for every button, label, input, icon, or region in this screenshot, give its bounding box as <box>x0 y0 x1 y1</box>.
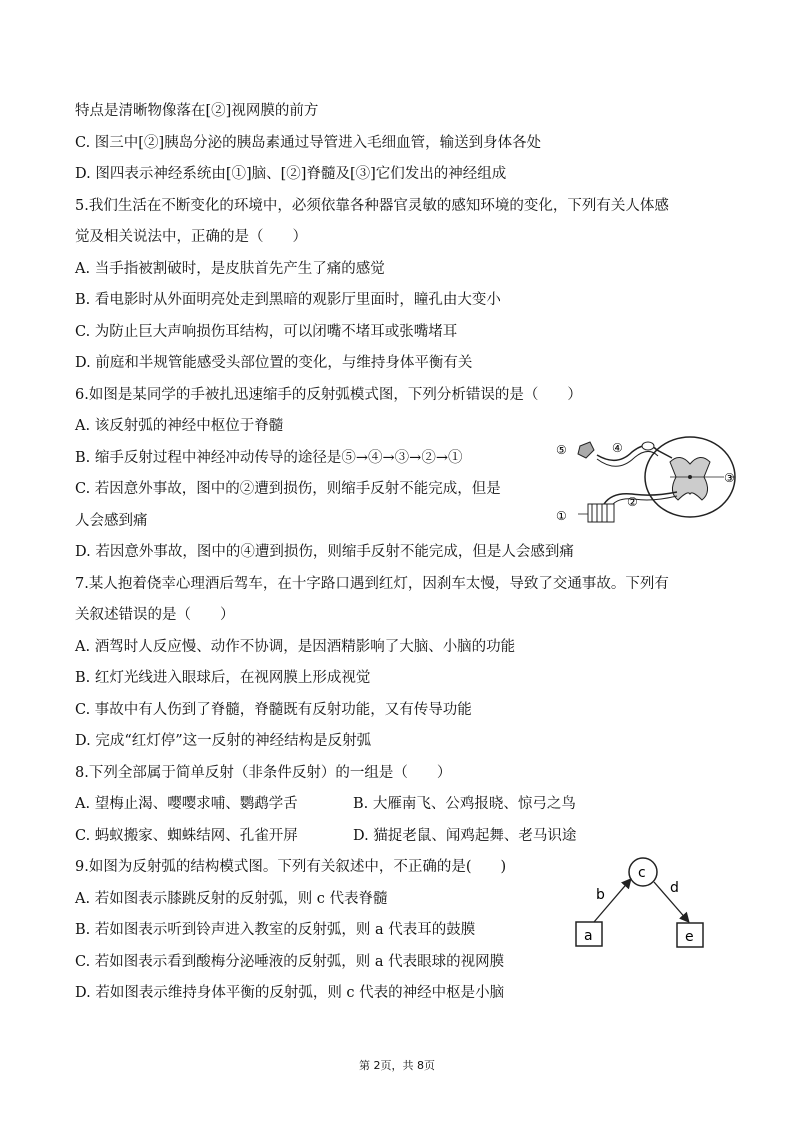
text-line: D. 图四表示神经系统由[①]脑、[②]脊髓及[③]它们发出的神经组成 <box>75 166 507 182</box>
question-5-option-b: B. 看电影时从外面明亮处走到黑暗的观影厅里面时，瞳孔由大变小 <box>75 292 501 308</box>
question-8-option-a: A. 望梅止渴、嘤嘤求哺、鹦鹉学舌 <box>75 796 298 812</box>
label-2: ② <box>627 495 638 509</box>
question-8-option-c: C. 蚂蚁搬家、蜘蛛结网、孔雀开屏 <box>75 828 298 844</box>
label-a: a <box>584 928 593 944</box>
text-line: C. 图三中[②]胰岛分泌的胰岛素通过导管进入毛细血管，输送到身体各处 <box>75 135 542 151</box>
question-8-option-b: B. 大雁南飞、公鸡报晓、惊弓之鸟 <box>353 796 576 812</box>
question-7-option-a: A. 酒驾时人反应慢、动作不协调，是因酒精影响了大脑、小脑的功能 <box>75 639 516 655</box>
label-4: ④ <box>612 441 623 455</box>
question-7-stem: 关叙述错误的是（ ） <box>75 607 235 623</box>
page-footer: 第 2页，共 8页 <box>359 1059 435 1072</box>
question-5-stem: 觉及相关说法中，正确的是（ ） <box>75 229 307 245</box>
question-5-stem: 5.我们生活在不断变化的环境中，必须依靠各种器官灵敏的感知环境的变化，下列有关人体感 <box>75 198 669 214</box>
question-6-option-b: B. 缩手反射过程中神经冲动传导的途径是⑤→④→③→②→① <box>75 450 463 466</box>
label-5: ⑤ <box>556 443 567 457</box>
question-5-option-a: A. 当手指被割破时，是皮肤首先产生了痛的感觉 <box>75 261 385 277</box>
question-5-option-d: D. 前庭和半规管能感受头部位置的变化，与维持身体平衡有关 <box>75 355 473 371</box>
label-e: e <box>685 929 694 945</box>
question-6-option-d: D. 若因意外事故，图中的④遭到损伤，则缩手反射不能完成，但是人会感到痛 <box>75 544 574 560</box>
question-9-option-d: D. 若如图表示维持身体平衡的反射弧，则 c 代表的神经中枢是小脑 <box>75 985 505 1001</box>
question-9-option-a: A. 若如图表示膝跳反射的反射弧，则 c 代表脊髓 <box>75 891 388 907</box>
label-c: c <box>638 865 646 881</box>
question-9-option-c: C. 若如图表示看到酸梅分泌唾液的反射弧，则 a 代表眼球的视网膜 <box>75 954 505 970</box>
question-7-stem: 7.某人抱着侥幸心理酒后驾车，在十字路口遇到红灯，因刹车太慢，导致了交通事故。下列有 <box>75 576 669 592</box>
reflex-arc-figure <box>552 432 742 532</box>
label-1: ① <box>556 509 567 523</box>
question-9-stem: 9.如图为反射弧的结构模式图。下列有关叙述中，不正确的是( ) <box>75 859 507 875</box>
question-8-option-d: D. 猫捉老鼠、闻鸡起舞、老马识途 <box>353 828 577 844</box>
question-9-option-b: B. 若如图表示听到铃声进入教室的反射弧，则 a 代表耳的鼓膜 <box>75 922 476 938</box>
question-6-option-c: C. 若因意外事故，图中的②遭到损伤，则缩手反射不能完成，但是 <box>75 481 501 497</box>
question-7-option-c: C. 事故中有人伤到了脊髓，脊髓既有反射功能，又有传导功能 <box>75 702 472 718</box>
question-6-option-a: A. 该反射弧的神经中枢位于脊髓 <box>75 418 284 434</box>
question-7-option-d: D. 完成“红灯停”这一反射的神经结构是反射弧 <box>75 733 372 749</box>
label-d: d <box>670 880 679 896</box>
question-6-option-c-cont: 人会感到痛 <box>75 513 148 529</box>
question-8-stem: 8.下列全部属于简单反射（非条件反射）的一组是（ ） <box>75 765 452 781</box>
label-3: ③ <box>724 471 735 485</box>
question-5-option-c: C. 为防止巨大声响损伤耳结构，可以闭嘴不堵耳或张嘴堵耳 <box>75 324 458 340</box>
question-7-option-b: B. 红灯光线进入眼球后，在视网膜上形成视觉 <box>75 670 371 686</box>
text-line: 特点是清晰物像落在[②]视网膜的前方 <box>75 103 319 119</box>
label-b: b <box>596 887 605 903</box>
question-6-stem: 6.如图是某同学的手被扎迅速缩手的反射弧模式图，下列分析错误的是（ ） <box>75 387 582 403</box>
reflex-arc-model-figure <box>570 852 720 952</box>
